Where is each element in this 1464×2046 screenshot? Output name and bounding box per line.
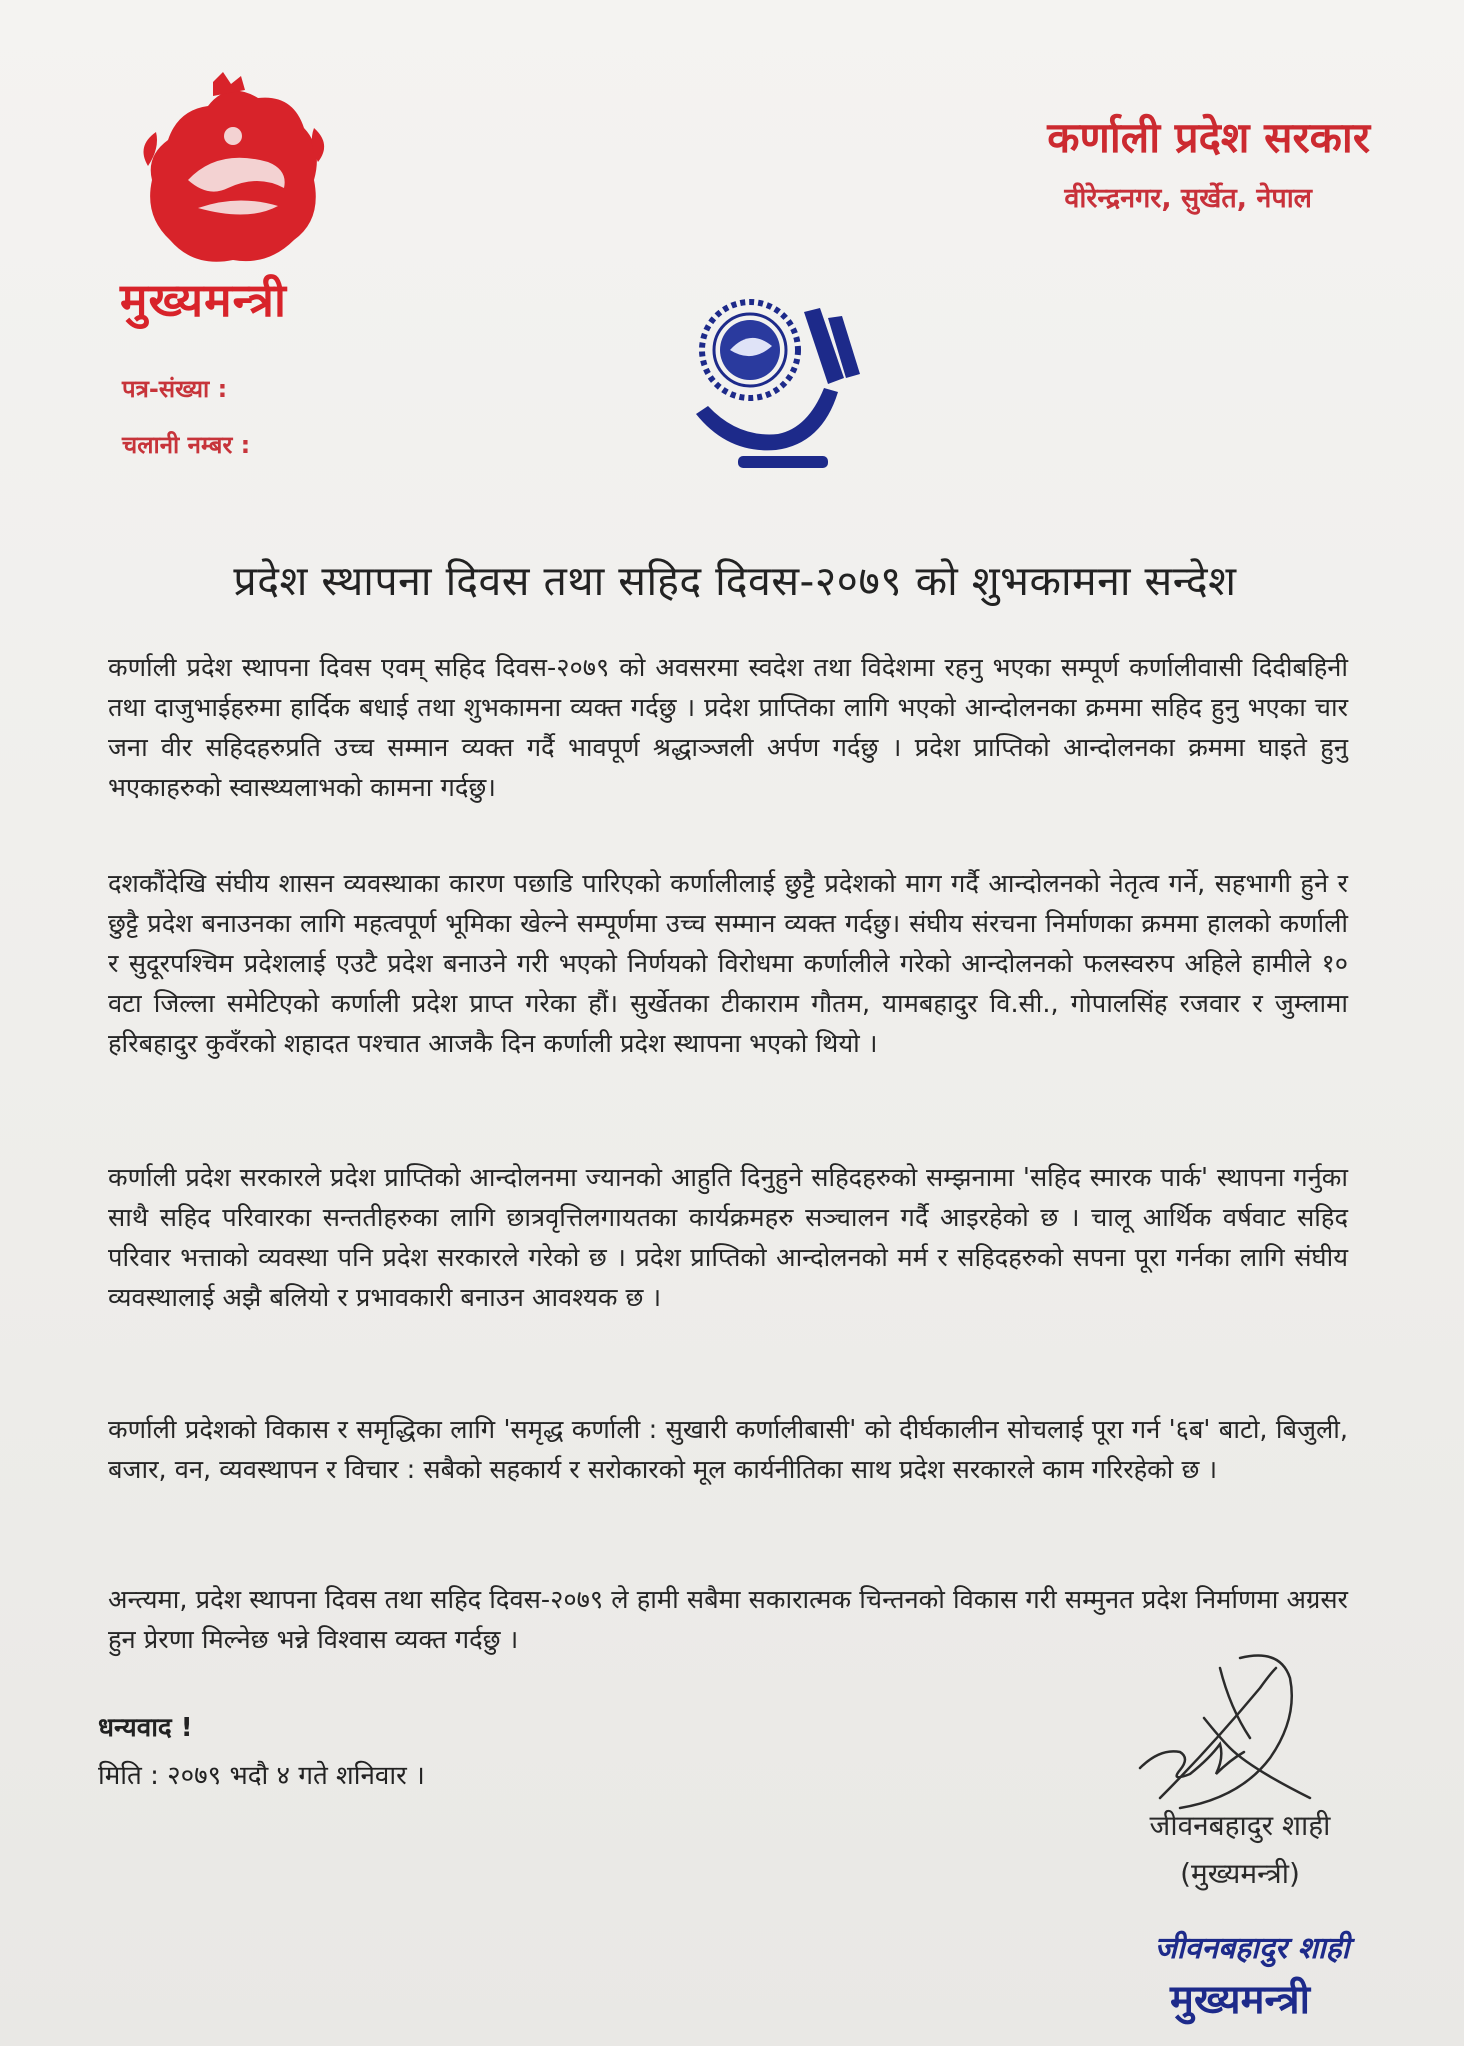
government-name: कर्णाली प्रदेश सरकार	[1047, 113, 1370, 162]
signatory-name: जीवनबहादुर शाही	[1149, 1809, 1331, 1842]
letter-subject: प्रदेश स्थापना दिवस तथा सहिद दिवस-२०७९ को शुभकामना सन्देश	[233, 557, 1237, 605]
province-seal-icon	[668, 288, 878, 498]
stamp-signatory-name: जीवनबहादुर शाही	[1154, 1931, 1350, 1966]
signature-icon	[1120, 1648, 1320, 1818]
closing-thanks: धन्यवाद !	[98, 1713, 193, 1743]
message-paragraph-3: कर्णाली प्रदेश सरकारले प्रदेश प्राप्तिको आन्दोलनमा ज्यानको आहुति दिनुहुने सहिदहरुको सम्झनामा 'सहिद स्मारक पार्क' स्थापना गर्नुका साथै सहिद परिवारका सन्ततीहरुका लागि छात्रवृत्तिलगायतका कार्यक्रमहरु सञ्चालन गर्दै आइरहेको छ । चालू आर्थिक वर्षवाट सहिद परिवार भत्ताको व्यवस्था पनि प्रदेश सरकारले गरेको छ । प्रदेश प्राप्तिको आन्दोलनको मर्म र सहिदहरुको सपना पूरा गर्नका लागि संघीय व्यवस्थालाई अझै बलियो र प्रभावकारी बनाउन आवश्यक छ ।	[108, 1163, 1348, 1313]
dispatch-number-label: चलानी नम्बर :	[122, 431, 251, 459]
stamp-signatory-role: मुख्यमन्त्री	[1170, 1976, 1310, 2023]
message-paragraph-5: अन्त्यमा, प्रदेश स्थापना दिवस तथा सहिद दिवस-२०७९ ले हामी सबैमा सकारात्मक चिन्तनको विकास गरी सम्मुनत प्रदेश निर्माणमा अग्रसर हुन प्रेरणा मिल्नेछ भन्ने विश्वास व्यक्त गर्दछु ।	[108, 1585, 1348, 1655]
letter-number-label: पत्र-संख्या :	[122, 375, 228, 403]
nepal-emblem-icon	[118, 70, 348, 290]
government-address: वीरेन्द्रनगर, सुर्खेत, नेपाल	[1064, 183, 1312, 214]
message-paragraph-2: दशकौंदेखि संघीय शासन व्यवस्थाका कारण पछाडि पारिएको कर्णालीलाई छुट्टै प्रदेशको माग गर्दै आन्दोलनको नेतृत्व गर्ने, सहभागी हुने र छुट्टै प्रदेश बनाउनका लागि महत्वपूर्ण भूमिका खेल्ने सम्पूर्णमा उच्च सम्मान व्यक्त गर्दछु। संघीय संरचना निर्माणका क्रममा हालको कर्णाली र सुदूरपश्चिम प्रदेशलाई एउटै प्रदेश बनाउने गरी भएको निर्णयको विरोधमा कर्णालीले गरेको आन्दोलनको फलस्वरुप अहिले हामीले १० वटा जिल्ला समेटिएको कर्णाली प्रदेश प्राप्त गरेका हौं। सुर्खेतका टीकाराम गौतम, यामबहादुर वि.सी., गोपालसिंह रजवार र जुम्लामा हरिबहादुर कुवँरको शहादत पश्चात आजकै दिन कर्णाली प्रदेश स्थापना भएको थियो ।	[108, 869, 1348, 1059]
letter-date: मिति : २०७९ भदौ ४ गते शनिवार ।	[98, 1761, 425, 1791]
message-paragraph-1: कर्णाली प्रदेश स्थापना दिवस एवम् सहिद दिवस-२०७९ को अवसरमा स्वदेश तथा विदेशमा रहनु भएका सम्पूर्ण कर्णालीवासी दिदीबहिनी तथा दाजुभाईहरुमा हार्दिक बधाई तथा शुभकामना व्यक्त गर्दछु । प्रदेश प्राप्तिका लागि भएको आन्दोलनका क्रममा सहिद हुनु भएका चार जना वीर सहिदहरुप्रति उच्च सम्मान व्यक्त गर्दै भावपूर्ण श्रद्धाञ्जली अर्पण गर्दछु । प्रदेश प्राप्तिको आन्दोलनका क्रममा घाइते हुनु भएकाहरुको स्वास्थ्यलाभको कामना गर्दछु।	[108, 653, 1348, 803]
message-paragraph-4: कर्णाली प्रदेशको विकास र समृद्धिका लागि 'समृद्ध कर्णाली : सुखारी कर्णालीबासी' को दीर्घकालीन सोचलाई पूरा गर्न '६ब' बाटो, बिजुली, बजार, वन, व्यवस्थापन र विचार : सबैको सहकार्य र सरोकारको मूल कार्यनीतिका साथ प्रदेश सरकारले काम गरिरहेको छ ।	[108, 1415, 1348, 1485]
signatory-role: (मुख्यमन्त्री)	[1180, 1857, 1300, 1890]
office-title: मुख्यमन्त्री	[120, 273, 287, 327]
